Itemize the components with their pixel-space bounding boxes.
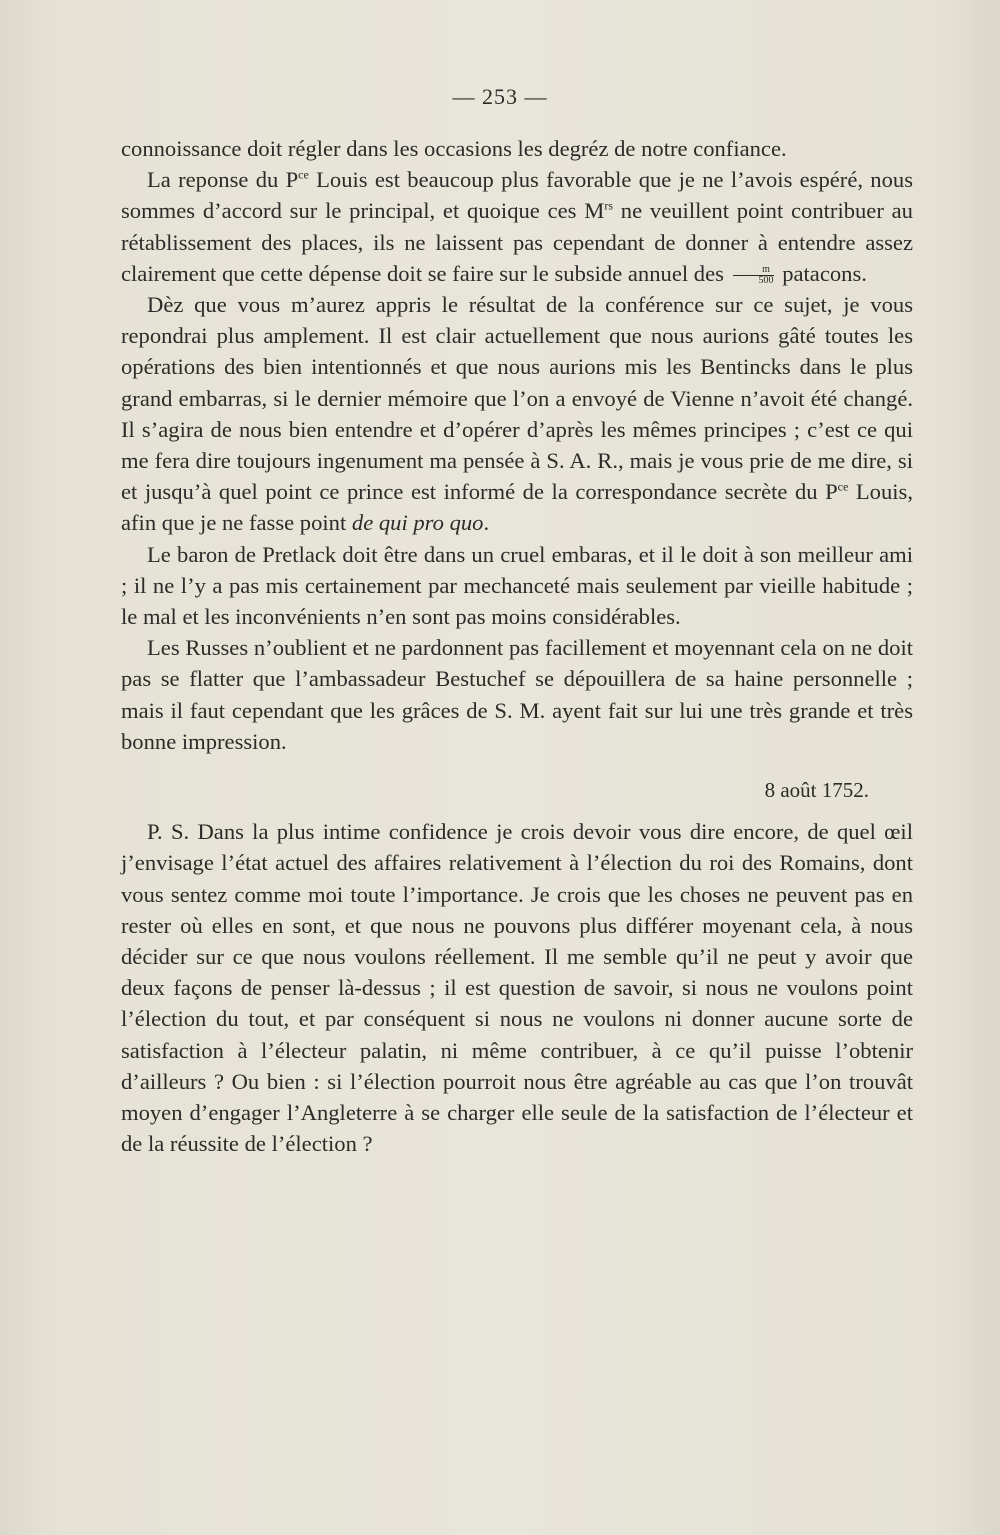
paragraph — [121, 289, 913, 539]
paragraph-text: connoissance doit régler dans les occasions les degréz de notre confiance. — [121, 136, 787, 161]
abbreviation-superscript: ce — [298, 167, 309, 182]
abbreviation-superscript: rs — [604, 198, 614, 213]
paragraph-text: La reponse du P — [147, 167, 299, 193]
italic-phrase: de qui pro quo — [351, 510, 484, 536]
paragraph: Le baron de Pretlack doit être dans un cruel embaras, et il le doit à son meilleur ami ; il ne l’y a pas mis certainement par mechanceté mais seulement par vieille habitude ; le mal et les inconvénients n’en sont pas moins considérables. — [121, 541, 913, 630]
paragraph-text: Louis, afin que je ne fasse point — [121, 479, 913, 536]
abbreviation-superscript: ce — [837, 479, 849, 494]
paragraph — [121, 164, 913, 289]
fraction — [733, 265, 774, 286]
letter-date: 8 août 1752. — [764, 778, 869, 803]
postscript-paragraph: P. S. Dans la plus intime confidence je crois devoir vous dire encore, de quel œil j’envisage l’état actuel des affaires relativement à l’élection du roi des Romains, dont vous sentez comme moi toute l’importance. Je crois que les choses ne peuvent pas en rester où elles en sont, et que nous ne pouvons plus différer moyenant cela, à nous décider sur ce que nous voulons réellement. Il me semble qu’il ne peut y avoir que deux façons de penser là-dessus ; il est question de savoir, si nous ne voulons point l’élection du tout, et par conséquent si nous ne voulons ni donner aucune sorte de satisfaction à l’électeur palatin, ni même contribuer, à ce qu’il puisse l’obtenir d’ailleurs ? Ou bien : si l’élection pourroit nous être agréable au cas que l’on trouvât moyen d’engager l’Angleterre à se charger elle seule de la satisfaction de l’électeur et de la réussite de l’élection ? — [121, 819, 913, 1157]
paragraph-text: Louis est beaucoup plus favorable que je ne l’avois espéré, nous sommes d’accord sur le principal, et quoique ces M — [121, 167, 913, 224]
paragraph-text: ne veuillent point contribuer au rétablissement des places, ils ne laissent pas cependant de donner à entendre assez clairement que cette dépense doit se faire sur le subside annuel des — [121, 198, 913, 286]
paragraph-text: patacons. — [776, 260, 867, 286]
page-number: — 253 — — [452, 84, 548, 109]
paragraph-continued — [121, 133, 913, 164]
paragraph: Les Russes n’oublient et ne pardonnent pas facillement et moyennant cela on ne doit pas se flatter que l’ambassadeur Bestuchef se dépouillera de sa haine personnelle ; mais il faut cependant que les grâces de S. M. ayent fait sur lui une très grande et très bonne impression. — [121, 635, 913, 754]
paragraph-text: Dèz que vous m’aurez appris le résultat de la conférence sur ce sujet, je vous repondrai plus amplement. Il est clair actuellement que nous aurions gâté toutes les opérations des bien intentionnés et que nous aurions mis les Bentincks dans le plus grand embarras, si le dernier mémoire que l’on a envoyé de Vienne n’avoit été changé. Il s’agira de nous bien entendre et d’opérer d’après les mêmes principes ; c’est ce qui me fera dire toujours ingenument ma pensée à S. A. R., mais je vous prie de me dire, si et jusqu’à quel point ce prince est informé de la correspondance secrète du P — [121, 292, 913, 505]
fraction-numerator: m — [733, 265, 774, 276]
body-text — [121, 133, 913, 1160]
paragraph-text: . — [483, 510, 490, 536]
fraction-denominator: 500 — [758, 275, 774, 287]
